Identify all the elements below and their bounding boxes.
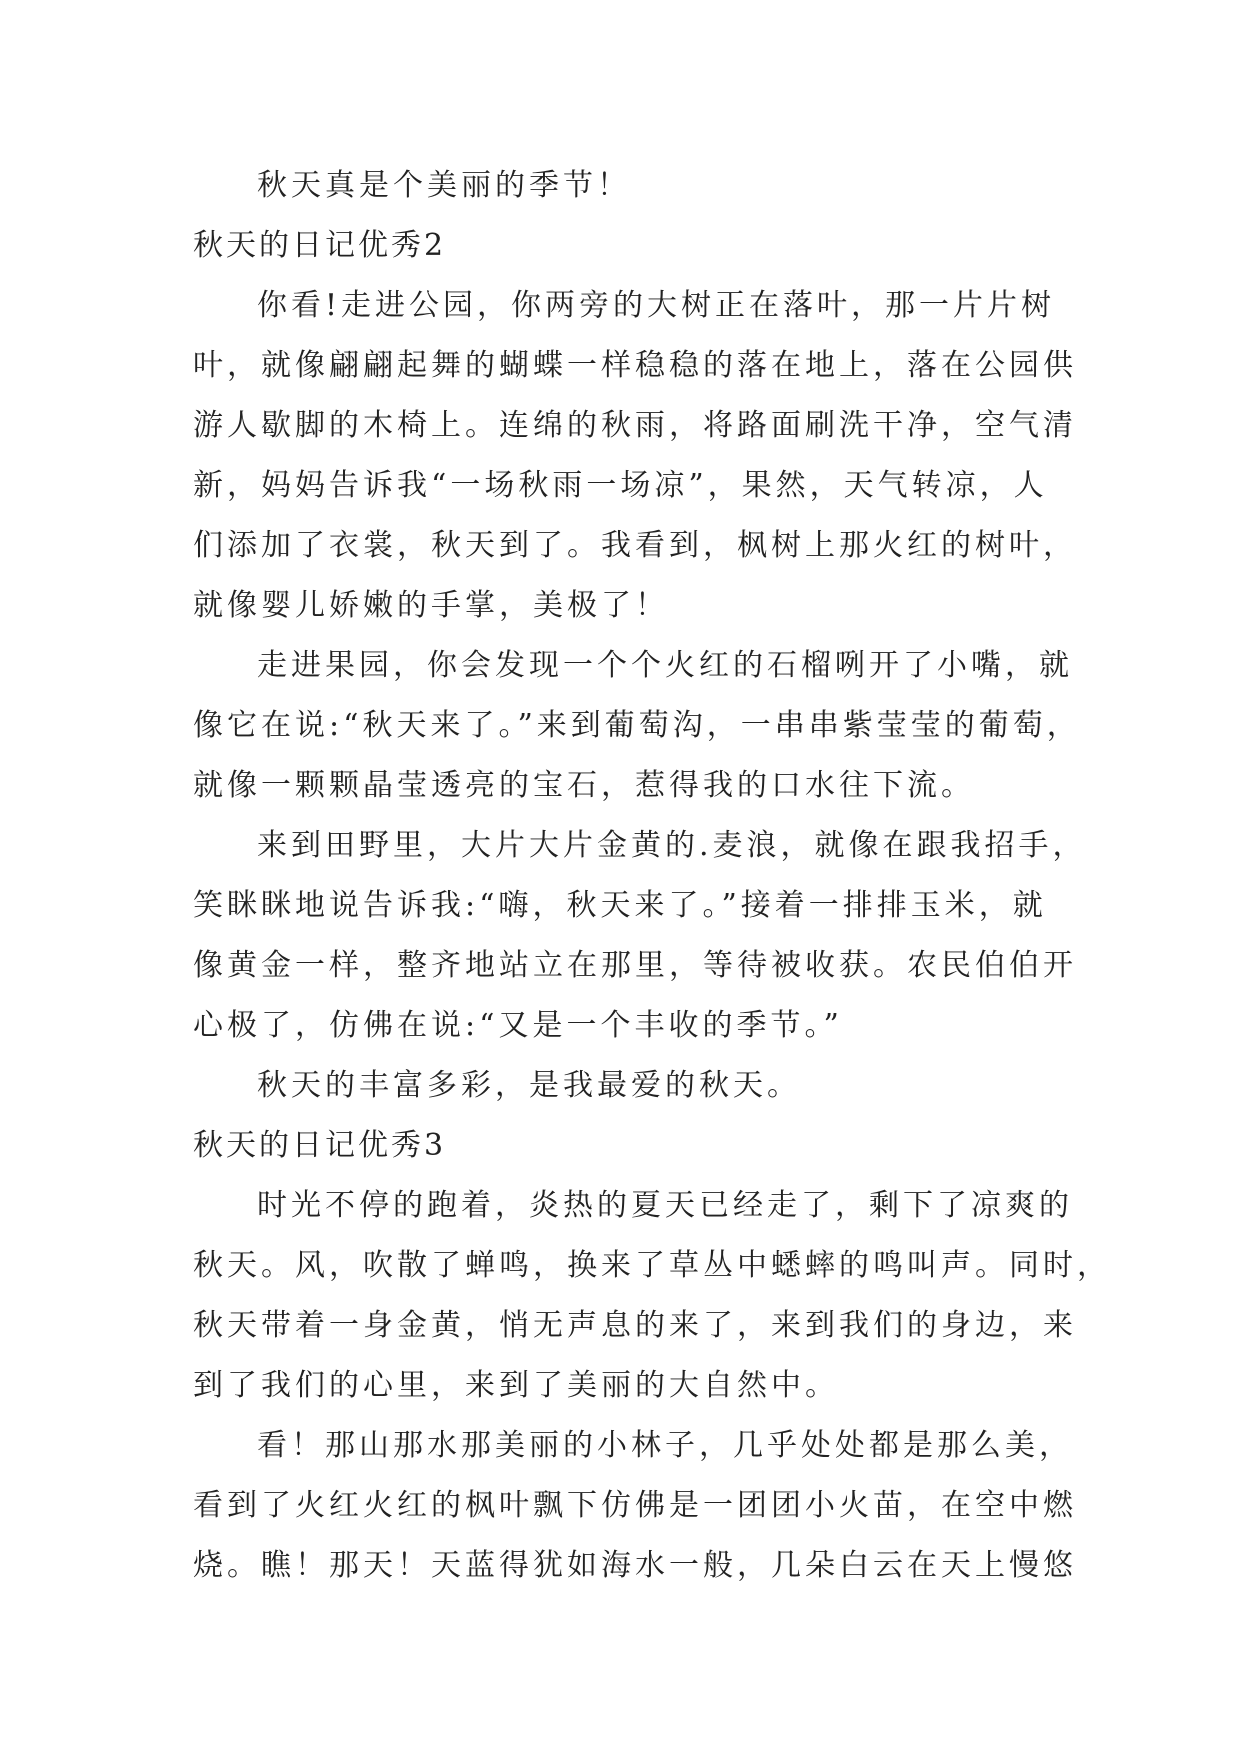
paragraph-line: 看到了火红火红的枫叶飘下仿佛是一团团小火苗，在空中燃	[193, 1488, 1077, 1523]
paragraph-line: 你看!走进公园，你两旁的大树正在落叶，那一片片树	[257, 288, 1056, 323]
paragraph-line: 时光不停的跑着，炎热的夏天已经走了，剩下了凉爽的	[257, 1188, 1073, 1223]
paragraph-line: 秋天的丰富多彩，是我最爱的秋天。	[257, 1068, 801, 1103]
paragraph-line: 像它在说:“秋天来了。”来到葡萄沟，一串串紫莹莹的葡萄，	[193, 708, 1081, 743]
paragraph-line: 心极了，仿佛在说:“又是一个丰收的季节。”	[193, 1008, 843, 1043]
paragraph-line: 到了我们的心里，来到了美丽的大自然中。	[193, 1368, 839, 1403]
section-heading: 秋天的日记优秀2	[193, 228, 447, 263]
section-heading: 秋天的日记优秀3	[193, 1128, 447, 1163]
paragraph-line: 游人歇脚的木椅上。连绵的秋雨，将路面刷洗干净，空气清	[193, 408, 1077, 443]
paragraph-line: 来到田野里，大片大片金黄的.麦浪，就像在跟我招手，	[257, 828, 1087, 863]
paragraph-line: 笑眯眯地说告诉我:“嗨，秋天来了。”接着一排排玉米，就	[193, 888, 1047, 923]
paragraph-line: 秋天带着一身金黄，悄无声息的来了，来到我们的身边，来	[193, 1308, 1077, 1343]
document-body	[193, 156, 1111, 1596]
paragraph-line: 秋天真是个美丽的季节！	[257, 168, 631, 203]
paragraph-line: 就像婴儿娇嫩的手掌，美极了！	[193, 588, 669, 623]
paragraph-line: 走进果园，你会发现一个个火红的石榴咧开了小嘴，就	[257, 648, 1073, 683]
paragraph-line: 叶，就像翩翩起舞的蝴蝶一样稳稳的落在地上，落在公园供	[193, 348, 1077, 383]
paragraph-line: 们添加了衣裳，秋天到了。我看到，枫树上那火红的树叶，	[193, 528, 1077, 563]
paragraph-line: 像黄金一样，整齐地站立在那里，等待被收获。农民伯伯开	[193, 948, 1077, 983]
paragraph-line: 新，妈妈告诉我“一场秋雨一场凉”，果然，天气转凉，人	[193, 468, 1048, 503]
paragraph-line: 就像一颗颗晶莹透亮的宝石，惹得我的口水往下流。	[193, 768, 975, 803]
paragraph-line: 秋天。风，吹散了蝉鸣，换来了草丛中蟋蟀的鸣叫声。同时，	[193, 1248, 1111, 1283]
paragraph-line: 烧。瞧！那天！天蓝得犹如海水一般，几朵白云在天上慢悠	[193, 1548, 1077, 1583]
paragraph-line: 看！那山那水那美丽的小林子，几乎处处都是那么美，	[257, 1428, 1073, 1463]
